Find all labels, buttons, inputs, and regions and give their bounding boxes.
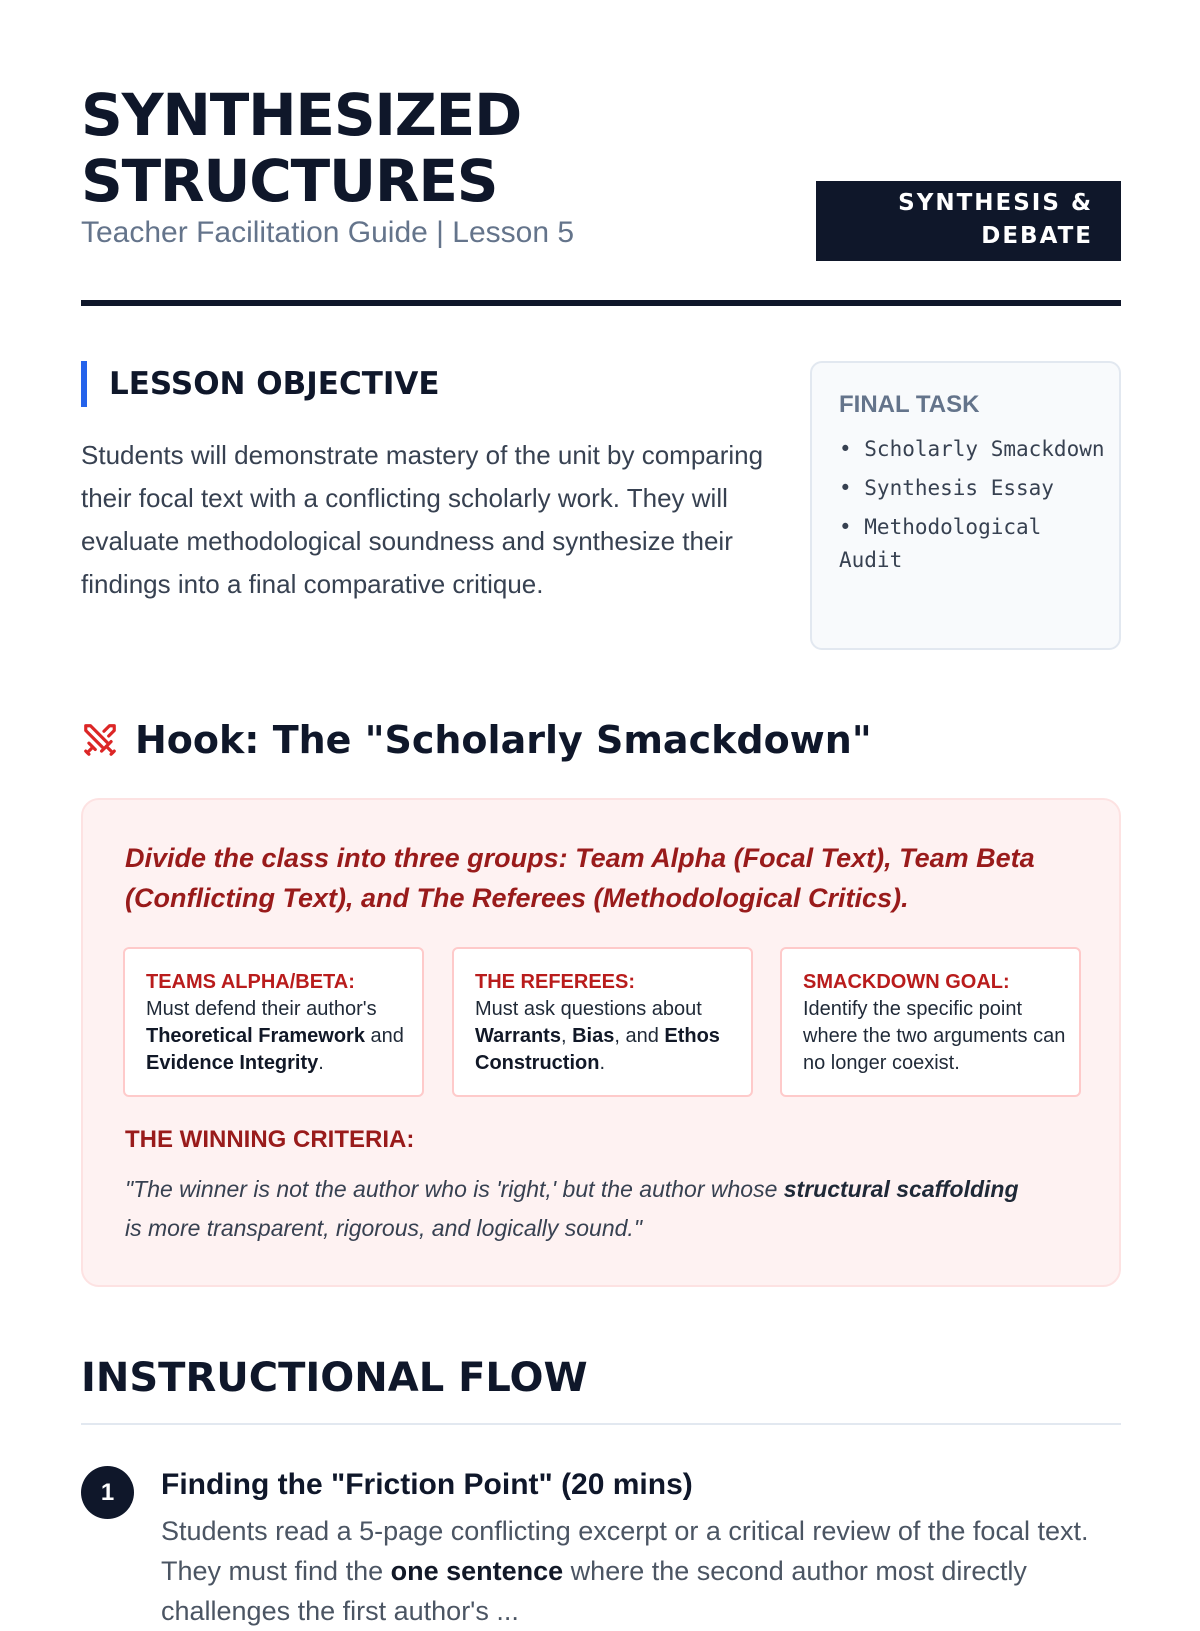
document-subtitle: Teacher Facilitation Guide | Lesson 5 xyxy=(81,216,575,249)
hook-heading xyxy=(81,718,872,762)
hook-card xyxy=(81,798,1121,1287)
role-text: Identify the specific point where the two arguments can no longer coexist. xyxy=(803,998,1066,1074)
role-title: SMACKDOWN GOAL: xyxy=(803,971,1010,993)
unit-badge: SYNTHESIS & DEBATE xyxy=(816,181,1121,261)
role-box-teams: TEAMS ALPHA/BETA: Must defend their author's Theoretical Framework and Evidence Integrity. xyxy=(123,947,424,1097)
document-title xyxy=(81,82,521,214)
final-task-list xyxy=(839,433,1109,577)
objective-heading: LESSON OBJECTIVE xyxy=(81,361,440,407)
crossed-swords-icon xyxy=(81,721,119,759)
role-box-goal xyxy=(780,947,1081,1097)
step-text: Students read a 5-page conflicting excerpt or a critical review of the focal text. They must find the one sentence where the second author most directly challenges the first author's ... xyxy=(161,1516,1089,1626)
objective-text: Students will demonstrate mastery of the unit by comparing their focal text with a conflicting scholarly work. They will evaluate methodological soundness and synthesize their findings into a final comparative critique. xyxy=(81,440,764,599)
final-task-title: FINAL TASK xyxy=(839,391,980,418)
criteria-title: THE WINNING CRITERIA: xyxy=(125,1126,415,1153)
final-task-card xyxy=(810,361,1121,650)
criteria-quote: "The winner is not the author who is 'right,' but the author whose structural scaffolding is more transparent, rigorous, and logically sound." xyxy=(125,1176,1019,1241)
title-line-1: SYNTHESIZED xyxy=(81,81,522,149)
role-title: TEAMS ALPHA/BETA: xyxy=(146,971,355,993)
final-task-item: • Methodological Audit xyxy=(839,515,1042,572)
role-title: THE REFEREES: xyxy=(475,971,636,993)
final-task-item: • Scholarly Smackdown xyxy=(839,437,1105,461)
flow-heading: INSTRUCTIONAL FLOW xyxy=(81,1355,588,1401)
header-divider xyxy=(81,300,1121,306)
title-line-2: STRUCTURES xyxy=(81,147,498,215)
final-task-item: • Synthesis Essay xyxy=(839,476,1054,500)
role-box-referees: THE REFEREES: Must ask questions about Warrants, Bias, and Ethos Construction. xyxy=(452,947,753,1097)
flow-divider xyxy=(81,1423,1121,1425)
step-title: Finding the "Friction Point" (20 mins) xyxy=(161,1468,693,1501)
step-number: 1 xyxy=(81,1466,134,1519)
hook-intro: Divide the class into three groups: Team Alpha (Focal Text), Team Beta (Conflicting Text), and The Referees (Methodological Critics). xyxy=(125,843,1035,913)
hook-heading-text: Hook: The "Scholarly Smackdown" xyxy=(135,718,872,762)
